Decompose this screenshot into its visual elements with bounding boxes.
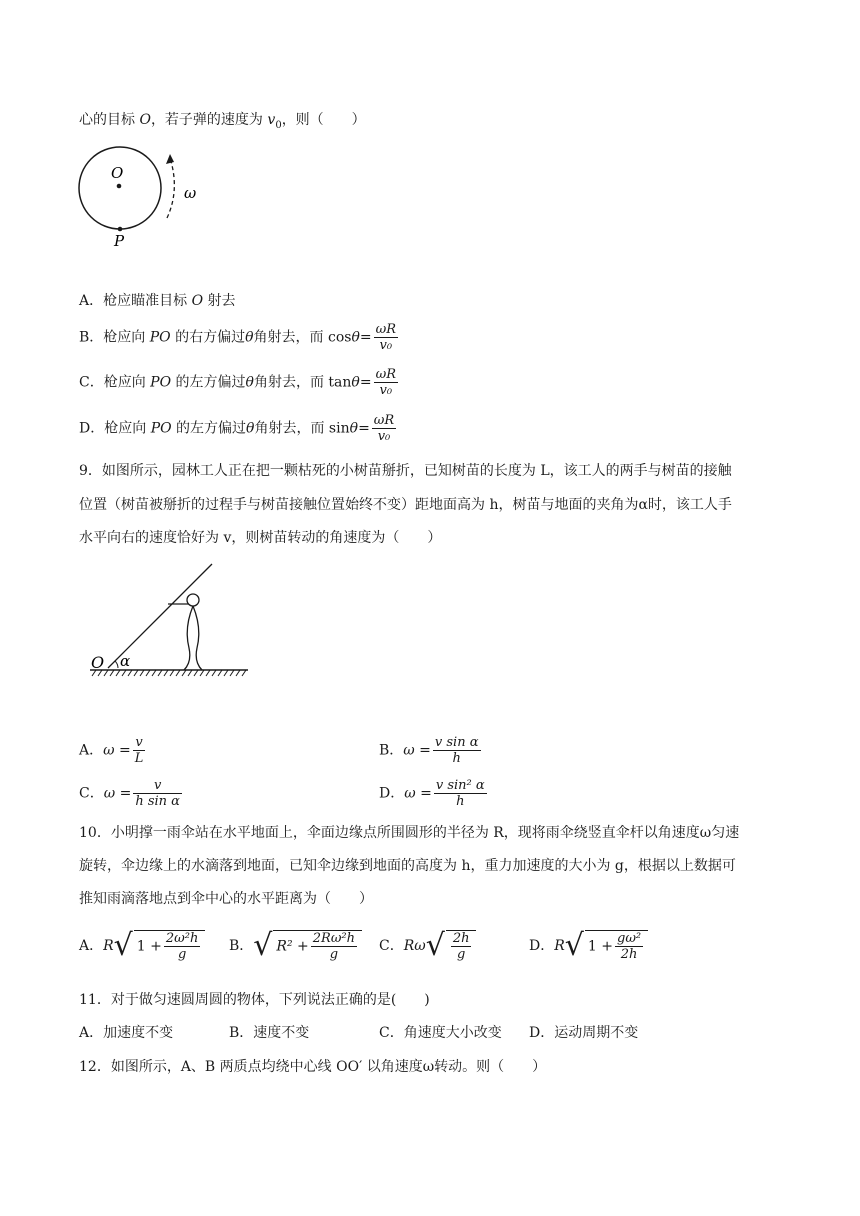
q11-stem: 11．对于做匀速圆周圆的物体，下列说法正确的是( ) bbox=[79, 992, 430, 1008]
q9-option-b[interactable]: B．ω = $\frac{\text{v sin α}}{h}$ bbox=[379, 735, 479, 766]
sapling-figure bbox=[86, 558, 256, 683]
point-p-dot bbox=[118, 227, 123, 232]
worker-figure bbox=[168, 594, 202, 670]
circle-figure bbox=[70, 140, 210, 255]
label-o: O bbox=[91, 653, 105, 672]
q10-option-d[interactable]: D．R√ 1 + $\frac{\text{gω²}}{2h}$ bbox=[529, 930, 648, 962]
fraction: $\frac{\omega R}{\text{v₀}}$ bbox=[375, 322, 397, 353]
q11-option-d[interactable]: D．运动周期不变 bbox=[529, 1025, 639, 1041]
fraction: $\frac{\omega R}{\text{v₀}}$ bbox=[373, 413, 395, 444]
q9-stem-line-1: 9．如图所示，园林工人正在把一颗枯死的小树苗掰折，已知树苗的长度为 L，该工人的两手与树苗的接触 bbox=[79, 463, 732, 479]
arrow-head-icon bbox=[166, 154, 174, 164]
sqrt-icon: √ bbox=[253, 928, 273, 963]
question-8-stem-tail: 心的目标 O，若子弹的速度为 $v_0$，则（ ） bbox=[79, 112, 366, 131]
q9-stem-line-3: 水平向右的速度恰好为 v，则树苗转动的角速度为（ ） bbox=[79, 530, 442, 546]
sqrt-icon: √ bbox=[564, 928, 584, 963]
q10-stem-line-2: 旋转，伞边缘上的水滴落到地面，已知伞边缘到地面的高度为 h，重力加速度的大小为 g，根据以上数据可 bbox=[79, 858, 736, 874]
q9-option-a[interactable]: A．ω = $\frac{v}{L}$ bbox=[79, 735, 144, 766]
q10-stem-line-1: 10．小明撑一雨伞站在水平地面上，伞面边缘点所围圆形的半径为 R，现将雨伞绕竖直伞杆以角速度ω匀速 bbox=[79, 825, 740, 841]
ground-hatch bbox=[92, 670, 246, 676]
q12-stem: 12．如图所示，A、B 两质点均绕中心线 OO′ 以角速度ω转动。则（ ） bbox=[79, 1059, 547, 1075]
q9-option-d[interactable]: D．ω = $\frac{\text{v sin² α}}{h}$ bbox=[379, 778, 485, 809]
fraction: $\frac{\text{2ω²h}}{g}$ bbox=[165, 931, 199, 962]
center-dot bbox=[117, 184, 122, 189]
q8-option-b[interactable]: B．枪应向 PO 的右方偏过θ角射去，而 cosθ= $\frac{\omega R}{\text{v₀}}$ bbox=[79, 322, 397, 353]
q8-option-d[interactable]: D．枪应向 PO 的左方偏过θ角射去，而 sinθ= $\frac{\omega R}{\text{v₀}}$ bbox=[79, 413, 395, 444]
fraction: $\frac{\omega R}{\text{v₀}}$ bbox=[375, 367, 396, 398]
q9-stem-line-2: 位置（树苗被掰折的过程手与树苗接触位置始终不变）距地面高为 h，树苗与地面的夹角为α时，该工人手 bbox=[79, 497, 732, 513]
sqrt-icon: √ bbox=[113, 928, 133, 963]
q11-option-a[interactable]: A．加速度不变 bbox=[79, 1025, 174, 1041]
fraction: $\frac{\text{v sin² α}}{h}$ bbox=[435, 778, 485, 809]
label-alpha: α bbox=[120, 652, 131, 670]
q9-option-c[interactable]: C．ω = $\frac{v}{\text{h sin α}}$ bbox=[79, 778, 180, 809]
rotation-arrow bbox=[167, 158, 174, 218]
label-o: O bbox=[111, 164, 124, 182]
alpha-arc bbox=[115, 661, 118, 668]
q8-option-a[interactable]: A．枪应瞄准目标 O 射去 bbox=[79, 293, 236, 309]
q11-option-c[interactable]: C．角速度大小改变 bbox=[379, 1025, 502, 1041]
q10-option-c[interactable]: C．Rω√ $\frac{2h}{g}$ bbox=[379, 930, 476, 962]
q11-option-b[interactable]: B．速度不变 bbox=[229, 1025, 310, 1041]
q10-option-a[interactable]: A．R√ 1 + $\frac{\text{2ω²h}}{g}$ bbox=[79, 930, 205, 962]
label-omega: ω bbox=[184, 184, 197, 202]
fraction: $\frac{v}{L}$ bbox=[134, 735, 144, 766]
sqrt-icon: √ bbox=[425, 928, 445, 963]
fraction: $\frac{\text{gω²}}{2h}$ bbox=[617, 931, 642, 962]
fraction: $\frac{\text{v sin α}}{h}$ bbox=[434, 735, 479, 766]
q10-stem-line-3: 推知雨滴落地点到伞中心的水平距离为（ ） bbox=[79, 891, 373, 907]
fraction: $\frac{\text{2Rω²h}}{g}$ bbox=[312, 931, 356, 962]
q10-option-b[interactable]: B．√ R² + $\frac{\text{2Rω²h}}{g}$ bbox=[229, 930, 362, 962]
q8-option-c[interactable]: C．枪应向 PO 的左方偏过θ角射去，而 tanθ= $\frac{\omega R}{\text{v₀}}$ bbox=[79, 367, 396, 398]
label-p: P bbox=[114, 232, 125, 250]
fraction: $\frac{v}{\text{h sin α}}$ bbox=[135, 778, 180, 809]
fraction: $\frac{2h}{g}$ bbox=[452, 931, 470, 962]
